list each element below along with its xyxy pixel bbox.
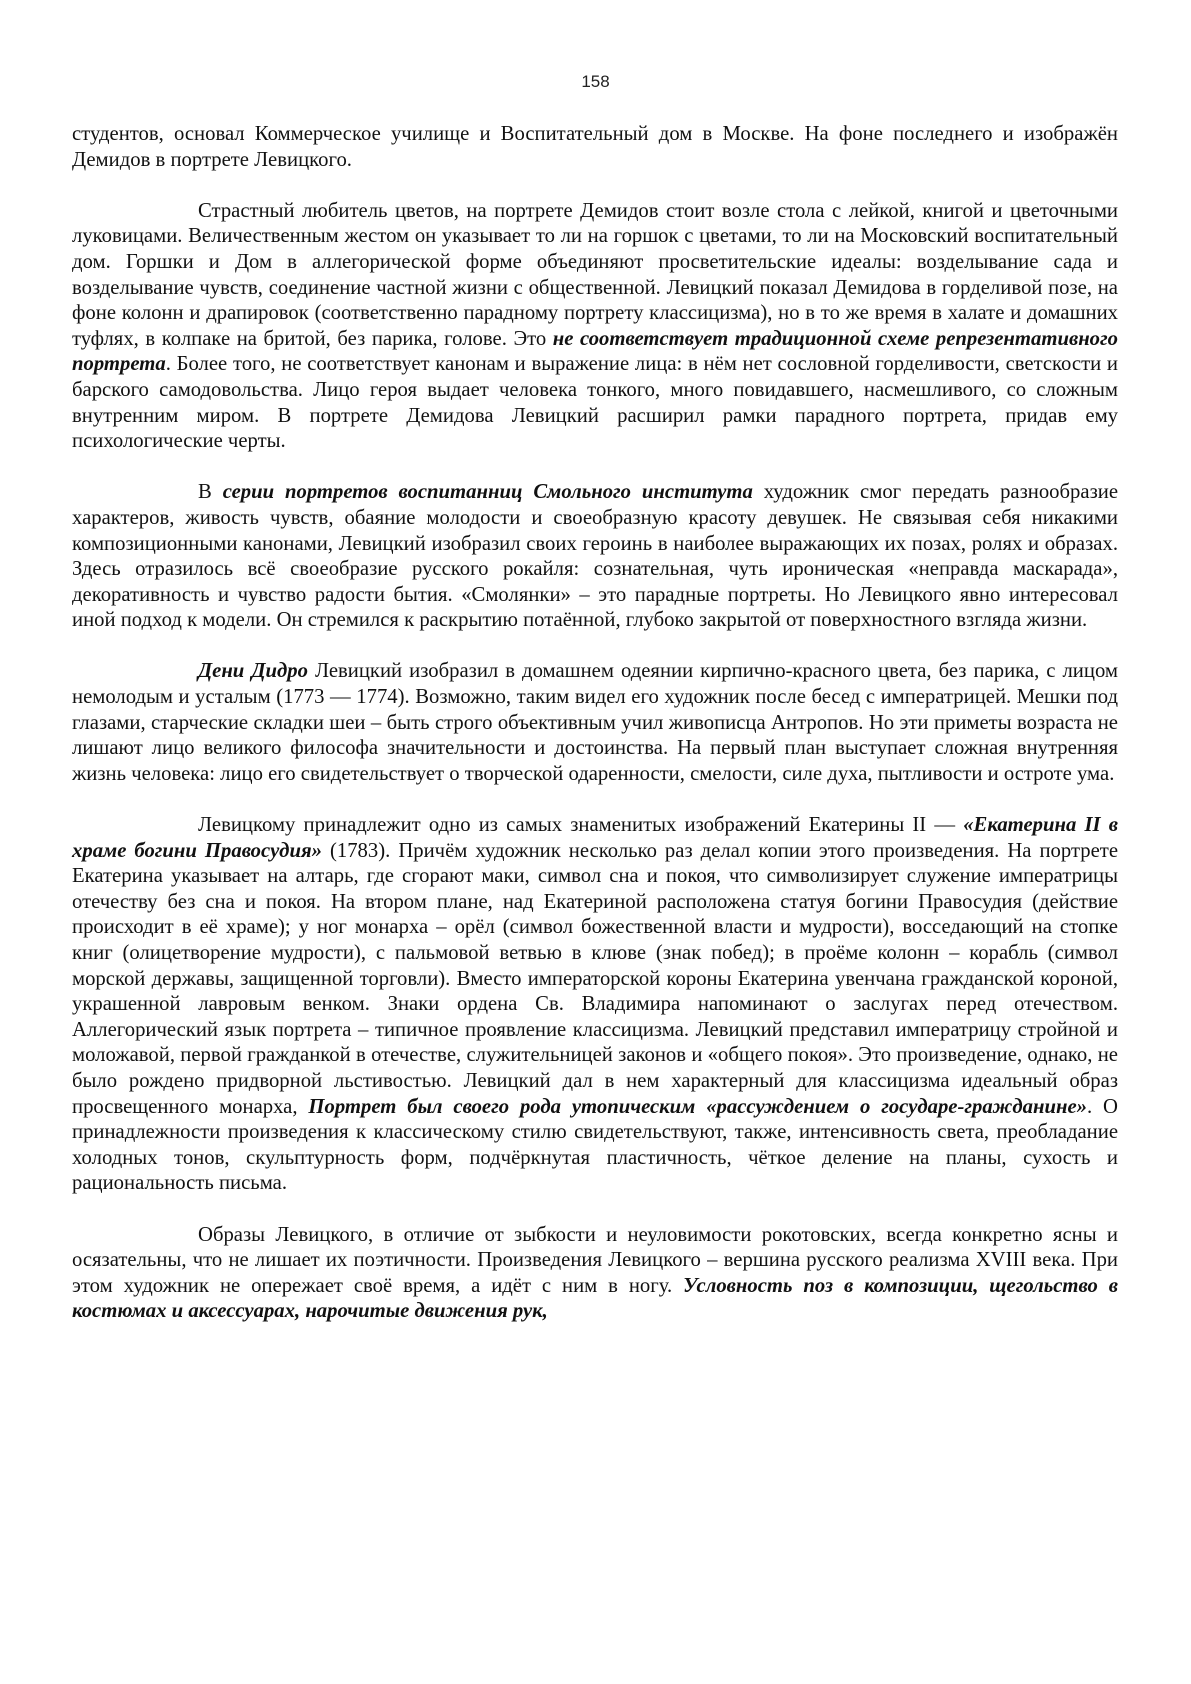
text-run: (1783). Причём художник несколько раз делал копии этого произведения. На портрете Екатерина указывает на алтарь, где сгорают маки, символ сна и покоя, что символизирует служение императрицы отечеству без сна и покоя. На втором плане, над Екатериной расположена статуя богини Правосудия (действие происходит в её храме); у ног монарха – орёл (символ божественной власти и мудрости), восседающий на стопке книг (олицетворение мудрости), с пальмовой ветвью в клюве (знак побед); в проёме колонн – корабль (символ морской державы, защищенной торговли). Вместо императорской короны Екатерина увенчана гражданской короной, украшенной лавровым венком. Знаки ордена Св. Владимира напоминают о заслугах перед отечеством. Аллегорический язык портрета – типичное проявление классицизма. Левицкий представил императрицу стройной и моложавой, первой гражданкой в отечестве, служительницей законов и «общего покоя». Это произведение, однако, не было рождено придворной льстивостью. Левицкий дал в нем характерный для классицизма идеальный образ просвещенного монарха, bbox=[72, 839, 1119, 1118]
emphasis-text: «Екатерина II в храме богини Правосудия» bbox=[72, 814, 1119, 862]
text-run: художник смог передать разнообразие характеров, живость чувств, обаяние молодости и своеобразную красоту девушек. Не связывая себя никакими композиционными канонами, Левицкий изобразил своих героинь в наиболее выражающих их позах, ролях и образах. Здесь отразилось всё своеобразие русского рокайля: сознательная, чуть ироническая «неправда маскарада», декоративность и чувство радости бытия. «Смолянки» – это парадные портреты. Но Левицкого явно интересовал иной подход к модели. Он стремился к раскрытию потаённой, глубоко закрытой от поверхностного взгляда жизни. bbox=[72, 481, 1118, 632]
body-text bbox=[72, 122, 1118, 1325]
text-run: Левицкому принадлежит одно из самых знаменитых изображений Екатерины II — bbox=[198, 814, 964, 837]
paragraph bbox=[72, 1223, 1118, 1325]
text-run: студентов, основал Коммерческое училище и Воспитательный дом в Москве. На фоне последнего и изображён Демидов в портрете Левицкого. bbox=[72, 123, 1118, 171]
emphasis-text: не соответствует традиционной схеме репрезентативного портрета bbox=[72, 327, 1118, 376]
emphasis-text: Портрет был своего рода утопическим «рассуждением о государе-гражданине» bbox=[308, 1095, 1087, 1118]
text-run: В bbox=[198, 481, 223, 504]
text-run: Страстный любитель цветов, на портрете Демидов стоит возле стола с лейкой, книгой и цветочными луковицами. Величественным жестом он указывает то ли на горшок с цветами, то ли на Московский воспитательный дом. Горшки и Дом в аллегорической форме объединяют просветительские идеалы: возделывание сада и возделывание чувств, соединение частной жизни с общественной. Левицкий показал Демидова в горделивой позе, на фоне колонн и драпировок (соответственно парадному портрету классицизма), но в то же время в халате и домашних туфлях, в колпаке на бритой, без парика, голове. Это bbox=[72, 199, 1118, 350]
paragraph bbox=[72, 659, 1118, 787]
text-run: . Более того, не соответствует канонам и выражение лица: в нём нет сословной горделивости, светскости и барского самодовольства. Лицо героя выдает человека тонкого, много повидавшего, насмешливого, со сложным внутренним миром. В портрете Демидова Левицкий расширил рамки парадного портрета, придав ему психологические черты. bbox=[72, 353, 1118, 453]
emphasis-text: серии портретов воспитанниц Смольного института bbox=[222, 481, 753, 504]
paragraph bbox=[72, 122, 1118, 173]
paragraph bbox=[72, 480, 1118, 634]
page-number: 158 bbox=[581, 72, 610, 91]
text-run: . О принадлежности произведения к классическому стилю свидетельствуют, также, интенсивность света, преобладание холодных тонов, скульптурность форм, подчёркнутая пластичность, чёткое деление на планы, сухость и рациональность письма. bbox=[72, 1095, 1118, 1195]
emphasis-text: Дени Дидро bbox=[198, 660, 308, 683]
paragraph bbox=[72, 813, 1118, 1197]
paragraph bbox=[72, 199, 1118, 455]
emphasis-text: Условность поз в композиции, щегольство в костюмах и аксессуарах, нарочитые движения рук, bbox=[72, 1274, 1118, 1323]
text-run: Левицкий изобразил в домашнем одеянии кирпично-красного цвета, без парика, с лицом немолодым и усталым (1773 — 1774). Возможно, таким видел его художник после бесед с императрицей. Мешки под глазами, старческие складки шеи – быть строго объективным учил живописца Антропов. Но эти приметы возраста не лишают лицо великого философа значительности и достоинства. На первый план выступает сложная внутренняя жизнь человека: лицо его свидетельствует о творческой одаренности, смелости, силе духа, пытливости и остроте ума. bbox=[72, 660, 1118, 785]
text-run: Образы Левицкого, в отличие от зыбкости и неуловимости рокотовских, всегда конкретно ясны и осязательны, что не лишает их поэтичности. Произведения Левицкого – вершина русского реализма XVIII века. При этом художник не опережает своё время, а идёт с ним в ногу. bbox=[72, 1223, 1118, 1297]
